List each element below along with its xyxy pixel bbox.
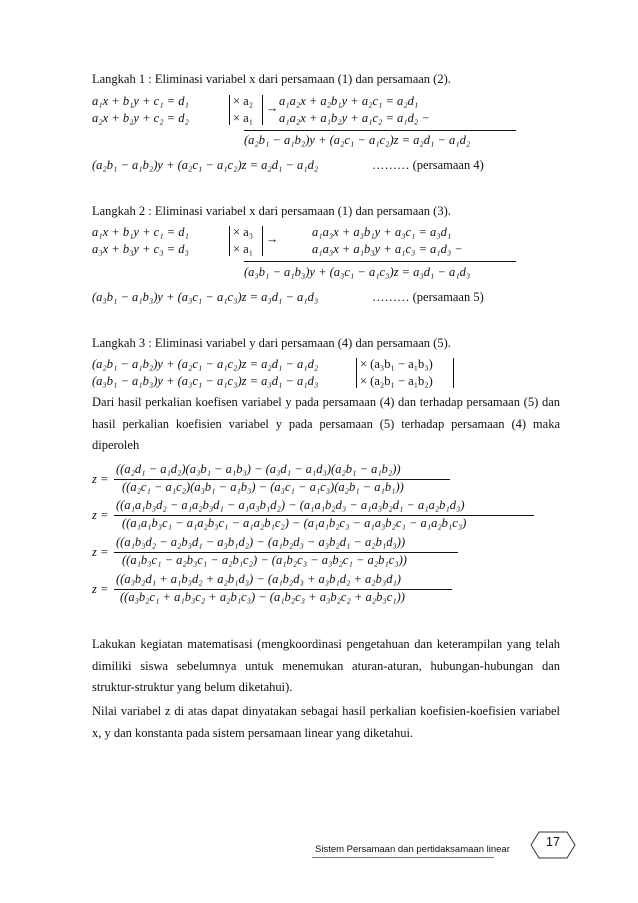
step2-eq1: a₁x + b₁y + c₁ = d₁	[92, 225, 189, 239]
closing-paragraph-1: Lakukan kegiatan matematisasi (mengkoordinasi pengetahuan dan keterampilan yang telah dimiliki siswa sebelumnya untuk menemukan aturan-aturan, hubungan-hubungan dan struktur-struktur yang belum diketahui).	[92, 637, 560, 694]
step2-res1: a₁a₃x + a₃b₁y + a₃c₁ = a₃d₁	[312, 225, 452, 239]
fraction-lhs: z =	[92, 582, 109, 596]
step1-mult1: × a₂	[233, 94, 254, 108]
closing-paragraph-2: Nilai variabel z di atas dapat dinyatakan sebagai hasil perkalian koefisien-koefisien variabel x, y dan konstanta pada sistem persamaan linear yang diketahui.	[92, 704, 560, 740]
step1-subtraction-line	[244, 130, 516, 131]
step3-heading: Langkah 3 : Eliminasi variabel y dari persamaan (4) dan persamaan (5).	[92, 336, 451, 350]
step2-mult1: × a₃	[233, 225, 254, 239]
step2-eq2: a₃x + b₃y + c₃ = d₃	[92, 242, 189, 256]
step2-conclusion-tag: ……… (persamaan 5)	[372, 290, 484, 304]
step3-eq1: (a₂b₁ − a₁b₂)y + (a₂c₁ − a₁c₂)z = a₂d₁ − a₁d₂	[92, 357, 319, 371]
fraction-numerator: ((a₂d₁ − a₁d₂)(a₃b₁ − a₁b₃) − (a₃d₁ − a₁d₃)(a₂b₁ − a₁b₂))	[116, 462, 401, 476]
step1-res2: a₁a₂x + a₁b₂y + a₁c₂ = a₁d₂ −	[279, 111, 430, 125]
step1-conclusion-tag: ……… (persamaan 4)	[372, 158, 484, 172]
footer-divider	[312, 857, 494, 858]
step3-mult2: × (a₂b₁ − a₁b₂)	[360, 374, 433, 388]
fraction-denominator: ((a₃b₂c₁ + a₁b₃c₂ + a₂b₁c₃) − (a₁b₂c₃ + a₃b₂c₂ + a₂b₃c₁))	[120, 590, 405, 604]
step1-conclusion: (a₂b₁ − a₁b₂)y + (a₂c₁ − a₁c₂)z = a₂d₁ − a₁d₂	[92, 158, 319, 172]
step1-mult2: × a₁	[233, 111, 254, 125]
step1-difference: (a₂b₁ − a₁b₂)y + (a₂c₁ − a₁c₂)z = a₂d₁ − a₁d₂	[244, 133, 471, 147]
fraction-lhs: z =	[92, 472, 109, 486]
step2-res2: a₁a₃x + a₁b₃y + a₁c₃ = a₁d₃ −	[312, 242, 463, 256]
step1-res1: a₁a₂x + a₂b₁y + a₂c₁ = a₂d₁	[279, 94, 419, 108]
step2-mult2: × a₁	[233, 242, 254, 256]
step2-conclusion: (a₃b₁ − a₁b₃)y + (a₃c₁ − a₁c₃)z = a₃d₁ − a₁d₃	[92, 290, 319, 304]
fraction-numerator: ((a₃b₂d₁ + a₁b₃d₂ + a₂b₁d₃) − (a₁b₂d₃ + a₃b₁d₂ + a₂b₃d₁)	[116, 572, 401, 586]
step3-mult1: × (a₃b₁ − a₁b₃)	[360, 357, 433, 371]
step1-arrow: →	[266, 101, 279, 115]
fraction-numerator: ((a₁a₁b₃d₂ − a₁a₂b₃d₁ − a₁a₃b₁d₂) − (a₁a₁b₂d₃ − a₁a₃b₂d₁ − a₁a₂b₁d₃)	[116, 498, 465, 512]
step1-heading: Langkah 1 : Eliminasi variabel x dari persamaan (1) dan persamaan (2).	[92, 72, 451, 86]
step1-eq2: a₂x + b₂y + c₂ = d₂	[92, 111, 189, 125]
step2-subtraction-line	[244, 261, 516, 262]
fraction-numerator: ((a₁b₃d₂ − a₂b₃d₁ − a₃b₁d₂) − (a₁b₂d₃ − a₃b₂d₁ − a₂b₁d₃))	[116, 535, 406, 549]
fraction-denominator: ((a₁a₁b₃c₁ − a₁a₂b₃c₁ − a₁a₂b₁c₂) − (a₁a₁b₂c₃ − a₁a₃b₂c₁ − a₁a₂b₁c₃)	[122, 516, 467, 530]
fraction-denominator: ((a₁b₃c₁ − a₂b₃c₁ − a₂b₁c₂) − (a₁b₂c₃ − a₃b₂c₁ − a₂b₁c₃))	[122, 553, 407, 567]
step2-heading: Langkah 2 : Eliminasi variabel x dari persamaan (1) dan persamaan (3).	[92, 204, 451, 218]
step2-arrow: →	[266, 232, 279, 246]
footer-title: Sistem Persamaan dan pertidaksamaan linear	[315, 844, 510, 855]
fraction-denominator: ((a₂c₁ − a₁c₂)(a₃b₁ − a₁b₃) − (a₃c₁ − a₁c₃)(a₂b₁ − a₁b₁))	[122, 480, 404, 494]
page-number: 17	[546, 835, 560, 849]
fraction-lhs: z =	[92, 508, 109, 522]
fraction-lhs: z =	[92, 545, 109, 559]
step2-difference: (a₃b₁ − a₁b₃)y + (a₃c₁ − a₁c₃)z = a₃d₁ − a₁d₃	[244, 265, 471, 279]
step3-paragraph: Dari hasil perkalian koefisen variabel y pada persamaan (4) dan terhadap persamaan (5) dan hasil perkalian koefisien variabel y pada persamaan (5) terhadap persamaan (4) maka diperoleh	[92, 395, 560, 452]
step3-eq2: (a₃b₁ − a₁b₃)y + (a₃c₁ − a₁c₃)z = a₃d₁ − a₁d₃	[92, 374, 319, 388]
step1-eq1: a₁x + b₁y + c₁ = d₁	[92, 94, 189, 108]
